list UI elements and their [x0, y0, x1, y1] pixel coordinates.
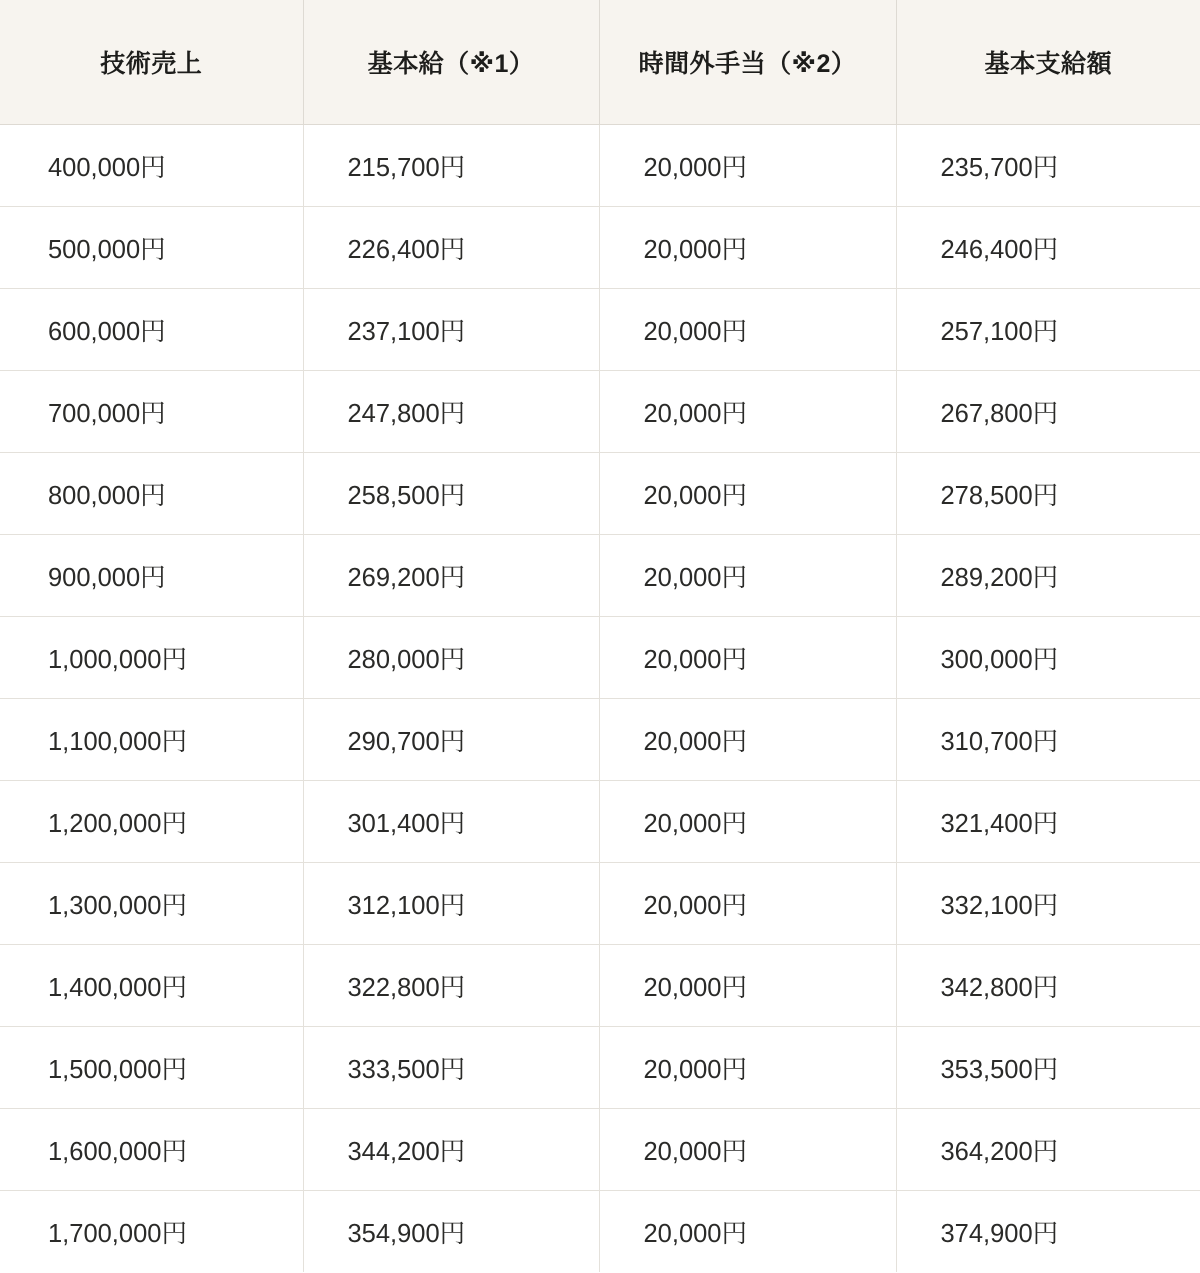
table-cell: 333,500円 — [303, 1027, 599, 1109]
table-row — [0, 1027, 1200, 1109]
table-row — [0, 535, 1200, 617]
table-cell: 344,200円 — [303, 1109, 599, 1191]
table-cell: 20,000円 — [599, 1027, 896, 1109]
column-header-total-payment: 基本支給額 — [896, 0, 1200, 125]
table-cell: 20,000円 — [599, 453, 896, 535]
table-cell: 258,500円 — [303, 453, 599, 535]
table-cell: 20,000円 — [599, 1109, 896, 1191]
table-row — [0, 781, 1200, 863]
table-body — [0, 125, 1200, 1273]
table-cell: 1,700,000円 — [0, 1191, 303, 1273]
table-cell: 20,000円 — [599, 207, 896, 289]
table-cell: 353,500円 — [896, 1027, 1200, 1109]
table-header — [0, 0, 1200, 125]
table-cell: 20,000円 — [599, 945, 896, 1027]
table-cell: 1,100,000円 — [0, 699, 303, 781]
table-cell: 20,000円 — [599, 289, 896, 371]
table-cell: 20,000円 — [599, 1191, 896, 1273]
table-cell: 269,200円 — [303, 535, 599, 617]
table-row — [0, 863, 1200, 945]
table-cell: 1,600,000円 — [0, 1109, 303, 1191]
table-cell: 290,700円 — [303, 699, 599, 781]
table-cell: 1,200,000円 — [0, 781, 303, 863]
table-cell: 354,900円 — [303, 1191, 599, 1273]
column-header-sales: 技術売上 — [0, 0, 303, 125]
table-cell: 226,400円 — [303, 207, 599, 289]
table-row — [0, 1191, 1200, 1273]
table-cell: 20,000円 — [599, 617, 896, 699]
table-cell: 600,000円 — [0, 289, 303, 371]
table-cell: 215,700円 — [303, 125, 599, 207]
table-cell: 1,400,000円 — [0, 945, 303, 1027]
table-cell: 800,000円 — [0, 453, 303, 535]
column-header-base-pay: 基本給（※1） — [303, 0, 599, 125]
table-cell: 310,700円 — [896, 699, 1200, 781]
table-cell: 20,000円 — [599, 535, 896, 617]
table-row — [0, 453, 1200, 535]
table-cell: 400,000円 — [0, 125, 303, 207]
table-cell: 237,100円 — [303, 289, 599, 371]
table-header-row — [0, 0, 1200, 125]
table-cell: 235,700円 — [896, 125, 1200, 207]
table-cell: 1,000,000円 — [0, 617, 303, 699]
table-cell: 20,000円 — [599, 863, 896, 945]
table-cell: 20,000円 — [599, 781, 896, 863]
table-cell: 332,100円 — [896, 863, 1200, 945]
table-cell: 20,000円 — [599, 371, 896, 453]
table-cell: 246,400円 — [896, 207, 1200, 289]
table-row — [0, 125, 1200, 207]
table-cell: 257,100円 — [896, 289, 1200, 371]
table-row — [0, 699, 1200, 781]
table-row — [0, 207, 1200, 289]
table-cell: 900,000円 — [0, 535, 303, 617]
table-cell: 700,000円 — [0, 371, 303, 453]
table-row — [0, 945, 1200, 1027]
table-row — [0, 1109, 1200, 1191]
table-row — [0, 617, 1200, 699]
table-cell: 20,000円 — [599, 699, 896, 781]
table-cell: 374,900円 — [940, 1219, 1059, 1248]
table-cell: 1,500,000円 — [0, 1027, 303, 1109]
table-cell: 20,000円 — [599, 125, 896, 207]
column-header-overtime-allowance: 時間外手当（※2） — [599, 0, 896, 125]
table-cell: 280,000円 — [303, 617, 599, 699]
table-cell: 364,200円 — [896, 1109, 1200, 1191]
table-cell: 300,000円 — [896, 617, 1200, 699]
table-cell: 267,800円 — [896, 371, 1200, 453]
table-cell: 312,100円 — [303, 863, 599, 945]
table-row — [0, 371, 1200, 453]
table-cell: 321,400円 — [896, 781, 1200, 863]
table-cell: 322,800円 — [303, 945, 599, 1027]
table-cell: 1,300,000円 — [0, 863, 303, 945]
table-cell: 301,400円 — [303, 781, 599, 863]
table-cell: 247,800円 — [303, 371, 599, 453]
table-row — [0, 289, 1200, 371]
table-cell: 500,000円 — [0, 207, 303, 289]
table-cell: 289,200円 — [896, 535, 1200, 617]
table-cell: 278,500円 — [896, 453, 1200, 535]
table-cell: 342,800円 — [896, 945, 1200, 1027]
